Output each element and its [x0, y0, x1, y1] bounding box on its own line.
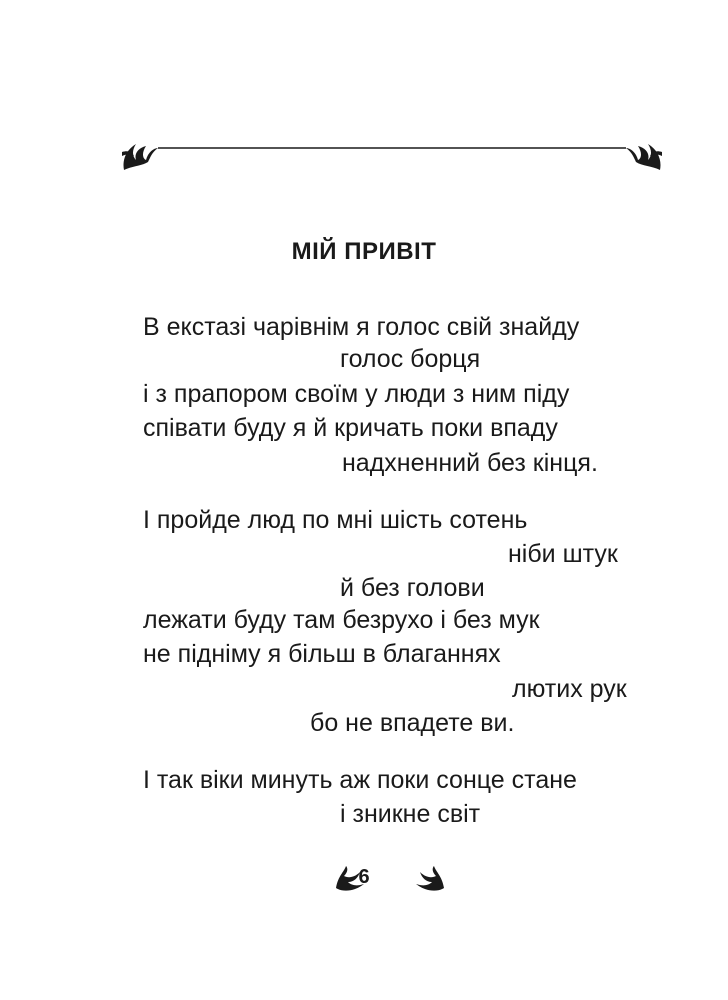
poem-line: і з прапором своїм у люди з ним піду	[143, 380, 570, 408]
poem-line: лютих рук	[512, 675, 627, 703]
swash-ornament-icon	[626, 144, 662, 170]
poem-line: співати буду я й кричать поки впаду	[143, 414, 558, 442]
page-number: 6	[358, 866, 370, 888]
poem-line: голос борця	[340, 345, 481, 373]
poem-line: не підніму я більш в благаннях	[143, 640, 501, 668]
swash-ornament-icon	[122, 144, 158, 170]
poem-line: й без голови	[340, 574, 485, 602]
poem-line: бо не впадете ви.	[310, 709, 515, 737]
poem-line: І так віки минуть аж поки сонце стане	[143, 766, 577, 794]
poem-line: надхненний без кінця.	[342, 449, 598, 477]
poem-line: лежати буду там безрухо і без мук	[143, 606, 540, 634]
header-ornament-rule	[118, 132, 666, 172]
poem-line: І пройде люд по мні шість сотень	[143, 506, 528, 534]
swash-ornament-icon	[412, 864, 448, 894]
poem-line: і зникне світ	[340, 800, 481, 828]
poem-line: В екстазі чарівнім я голос свій знайду	[143, 313, 580, 341]
poem-line: ніби штук	[508, 540, 618, 568]
poem-title: МІЙ ПРИВІТ	[291, 238, 437, 265]
